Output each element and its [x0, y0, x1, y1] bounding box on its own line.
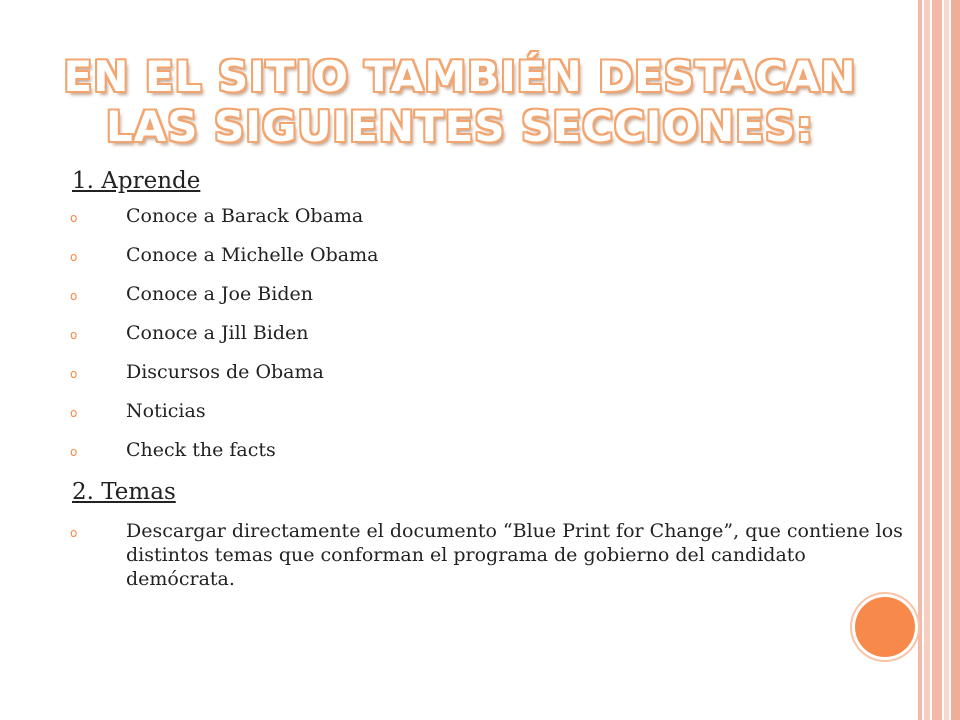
decorative-stripe [951, 0, 960, 720]
list-item-text: Discursos de Obama [126, 361, 324, 383]
bullet-icon: o [70, 328, 78, 342]
bullet-icon: o [70, 445, 78, 459]
decorative-stripe [924, 0, 930, 720]
section-heading-aprende: 1. Aprende [72, 168, 201, 194]
list-item-text: Conoce a Barack Obama [126, 205, 364, 227]
list-item [72, 282, 912, 306]
section-list-temas [72, 519, 912, 591]
list-item-text: Check the facts [126, 439, 276, 461]
list-item [72, 399, 912, 423]
decorative-stripe [918, 0, 922, 720]
decorative-stripe [932, 0, 942, 720]
list-item-text: Conoce a Jill Biden [126, 322, 309, 344]
list-item [72, 519, 912, 591]
slide-title [60, 52, 860, 152]
bullet-icon: o [70, 211, 78, 225]
bullet-icon: o [70, 250, 78, 264]
list-item-text: Conoce a Michelle Obama [126, 244, 379, 266]
decorative-circle [855, 597, 915, 657]
bullet-icon: o [70, 367, 78, 381]
list-item-text: Noticias [126, 400, 206, 422]
slide-title-line-1: EN EL SITIO TAMBIÉN DESTACAN [63, 52, 857, 101]
list-item [72, 360, 912, 384]
slide-title-line-2: LAS SIGUIENTES SECCIONES: [105, 102, 815, 151]
bullet-icon: o [70, 406, 78, 420]
list-item-text: Conoce a Joe Biden [126, 283, 313, 305]
decorative-stripe [944, 0, 949, 720]
list-item [72, 321, 912, 345]
list-item [72, 243, 912, 267]
section-heading-temas: 2. Temas [72, 479, 176, 505]
bullet-icon: o [70, 526, 78, 540]
list-item [72, 204, 912, 228]
section-list-aprende [72, 204, 912, 462]
list-item-text: Descargar directamente el documento “Blue Print for Change”, que contiene los distintos temas que conforman el programa de gobierno del candidato demócrata. [126, 520, 903, 590]
bullet-icon: o [70, 289, 78, 303]
slide-content [72, 166, 912, 591]
list-item [72, 438, 912, 462]
